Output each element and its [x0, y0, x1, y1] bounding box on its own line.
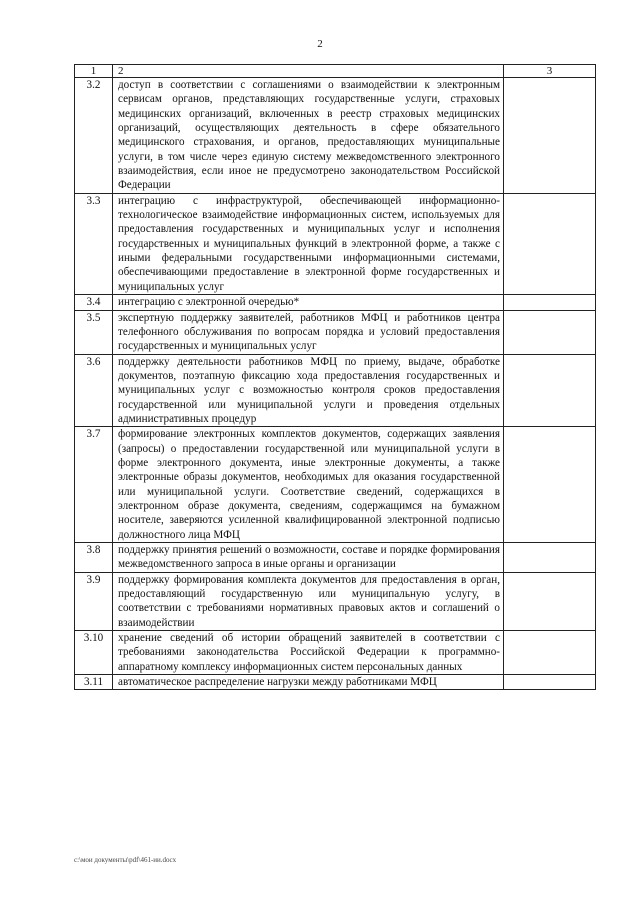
row-number: 3.3 — [75, 193, 113, 294]
row-text: автоматическое распределение нагрузки между работниками МФЦ — [113, 675, 504, 690]
row-text: поддержку формирования комплекта документов для предоставления в орган, предоставляющий государственную или муниципальную услугу, в соответствии с требованиями нормативных правовых актов и соглашений о взаимодействии — [113, 572, 504, 630]
table-row — [75, 193, 596, 294]
table-row — [75, 543, 596, 573]
row-col3 — [504, 310, 596, 354]
document-table — [74, 64, 596, 690]
page-number: 2 — [317, 38, 323, 50]
header-cell-1: 1 — [75, 65, 113, 78]
header-cell-2: 2 — [113, 65, 504, 78]
row-text: доступ в соответствии с соглашениями о взаимодействии к электронным сервисам органов, представляющих государственные услуги, страховых медицинских организаций, включенных в реестр страховых медицинских организаций, осуществляющих деятельность в сфере обязательного медицинского страхования, и органов, предоставляющих муниципальные услуги, в том числе через единую систему межведомственного электронного взаимодействия, если иное не предусмотрено законодательством Российской Федерации — [113, 78, 504, 194]
row-col3 — [504, 78, 596, 194]
row-col3 — [504, 354, 596, 427]
row-col3 — [504, 427, 596, 543]
row-number: 3.5 — [75, 310, 113, 354]
row-text: интеграцию с инфраструктурой, обеспечивающей информационнотехнологическое взаимодействие информационных систем, используемых для предоставления государственных и муниципальных услуг и исполнения государственных и муниципальных функций в электронной форме, а также с иными федеральными государственными информационными системами, обеспечивающими предоставление в электронной форме государственных и муниципальных услуг — [113, 193, 504, 294]
table-row — [75, 631, 596, 675]
table-row — [75, 572, 596, 630]
table-row — [75, 427, 596, 543]
table-row — [75, 310, 596, 354]
file-path-footer: c:\мои документы\pdf\461-ии.docx — [74, 856, 177, 864]
row-number: 3.10 — [75, 631, 113, 675]
row-number: 3.6 — [75, 354, 113, 427]
row-number: 3.8 — [75, 543, 113, 573]
row-number: 3.2 — [75, 78, 113, 194]
row-text: хранение сведений об истории обращений заявителей в соответствии с требованиями законодательства Российской Федерации к программно-аппаратному комплексу информационных систем персональных данных — [113, 631, 504, 675]
table-row — [75, 78, 596, 194]
header-cell-3: 3 — [504, 65, 596, 78]
row-number: 3.9 — [75, 572, 113, 630]
row-col3 — [504, 295, 596, 310]
row-text: поддержку принятия решений о возможности, составе и порядке формирования межведомственного запроса в иные органы и организации — [113, 543, 504, 573]
row-number: 3.11 — [75, 675, 113, 690]
row-text: экспертную поддержку заявителей, работников МФЦ и работников центра телефонного обслуживания по вопросам порядка и условий предоставления государственных и муниципальных услуг — [113, 310, 504, 354]
table-row — [75, 675, 596, 690]
table-row — [75, 354, 596, 427]
table-row — [75, 295, 596, 310]
row-col3 — [504, 572, 596, 630]
row-number: 3.4 — [75, 295, 113, 310]
row-text: интеграцию с электронной очередью* — [113, 295, 504, 310]
row-number: 3.7 — [75, 427, 113, 543]
table-header-row — [75, 65, 596, 78]
row-text: поддержку деятельности работников МФЦ по приему, выдаче, обработке документов, поэтапную фиксацию хода предоставления государственных и муниципальных услуг с возможностью контроля сроков предоставления государственной или муниципальной услуги и проведения отдельных административных процедур — [113, 354, 504, 427]
row-col3 — [504, 193, 596, 294]
row-text: формирование электронных комплектов документов, содержащих заявления (запросы) о предоставлении государственной или муниципальной услуги в форме электронного документа, иные электронные документы, а также электронные образы документов, необходимых для оказания государственной или муниципальной услуги. Соответствие сведений, содержащихся в электронном образе документа, сведениям, содержащимся на бумажном носителе, заверяются усиленной квалифицированной электронной подписью должностного лица МФЦ — [113, 427, 504, 543]
row-col3 — [504, 675, 596, 690]
row-col3 — [504, 631, 596, 675]
row-col3 — [504, 543, 596, 573]
